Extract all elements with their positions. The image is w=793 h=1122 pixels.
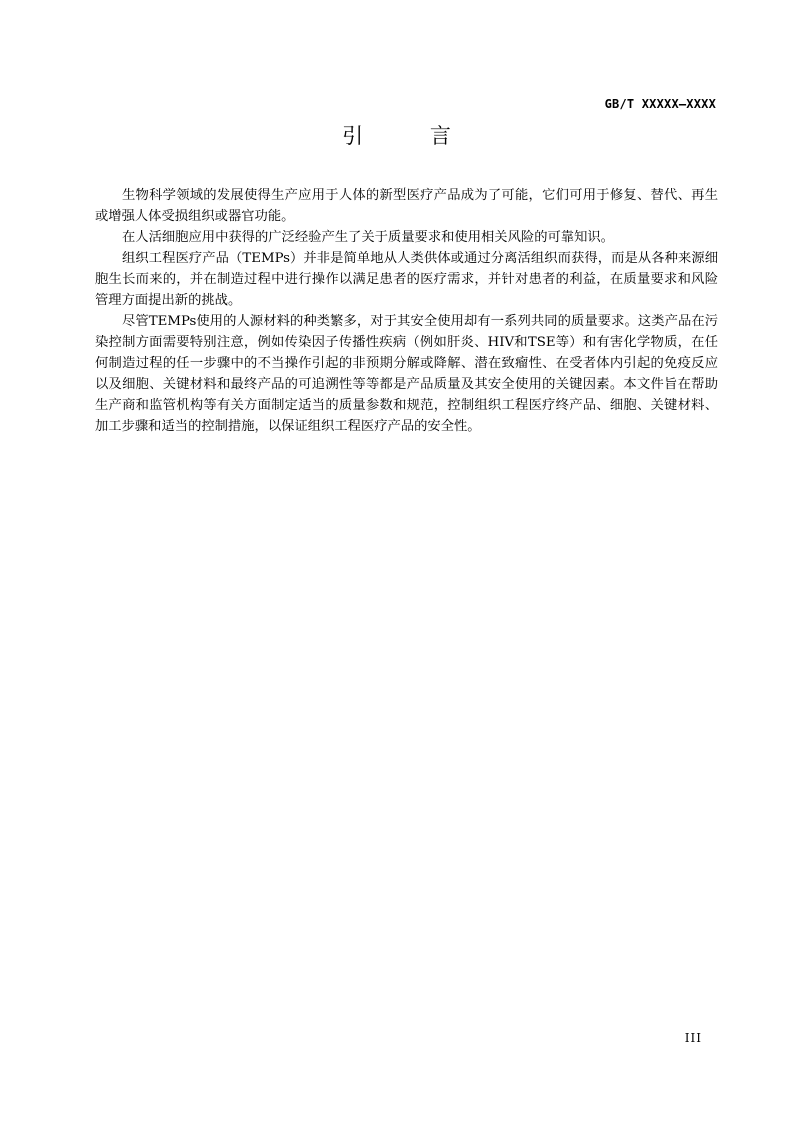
introduction-body [95,185,718,437]
paragraph: 生物科学领域的发展使得生产应用于人体的新型医疗产品成为了可能，它们可用于修复、替代、再生或增强人体受损组织或器官功能。 [95,188,718,224]
page-title: 引 言 [342,124,481,148]
paragraph: 尽管TEMPs使用的人源材料的种类繁多，对于其安全使用却有一系列共同的质量要求。这类产品在污染控制方面需要特别注意，例如传染因子传播性疾病（例如肝炎、HIV和TSE等）和有害化学物质，在任何制造过程的任一步骤中的不当操作引起的非预期分解或降解、潜在致瘤性、在受者体内引起的免疫反应以及细胞、关键材料和最终产品的可追溯性等等都是产品质量及其安全使用的关键因素。本文件旨在帮助生产商和监管机构等有关方面制定适当的质量参数和规范，控制组织工程医疗终产品、细胞、关键材料、加工步骤和适当的控制措施，以保证组织工程医疗产品的安全性。 [95,314,718,434]
paragraph: 在人活细胞应用中获得的广泛经验产生了关于质量要求和使用相关风险的可靠知识。 [122,230,614,245]
paragraph: 组织工程医疗产品（TEMPs）并非是简单地从人类供体或通过分离活组织而获得，而是从各种来源细胞生长而来的，并在制造过程中进行操作以满足患者的医疗需求，并针对患者的利益，在质量要求和风险管理方面提出新的挑战。 [95,251,718,308]
standard-code: GB/T XXXXX—XXXX [604,97,716,111]
page-number: III [684,1031,702,1045]
